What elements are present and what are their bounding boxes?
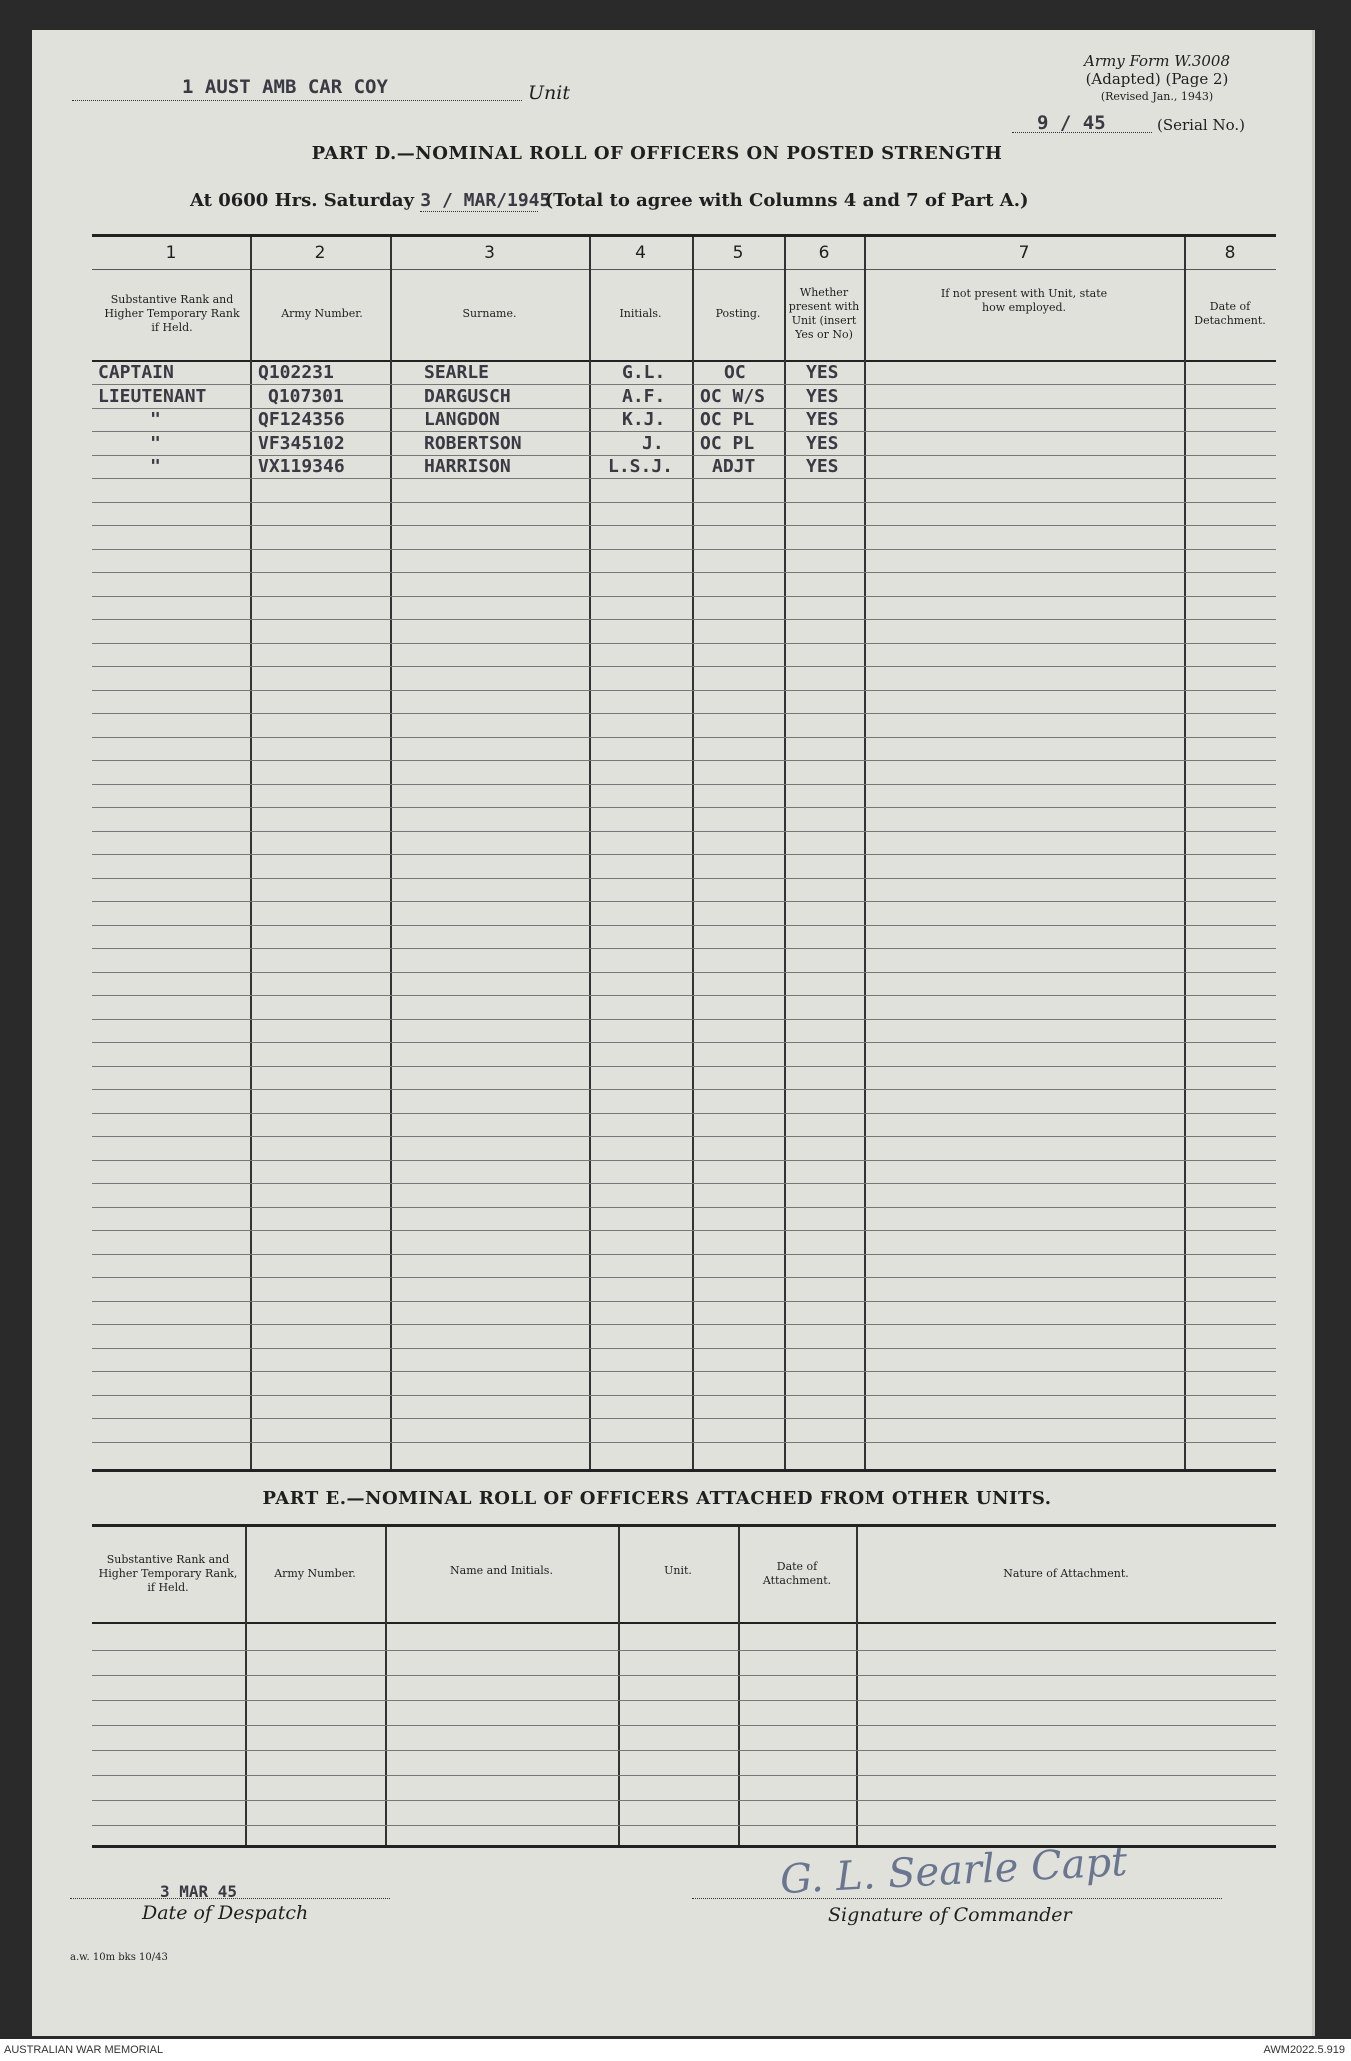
- e-col-header-attach-date: Date of Attachment.: [762, 1560, 832, 1587]
- col-header-army-number: Army Number.: [281, 307, 363, 320]
- col-divider: [784, 237, 786, 1469]
- ruled-row-line: [92, 925, 1276, 926]
- ruled-row-line: [92, 596, 1276, 597]
- commander-signature: G. L. Searle Capt: [779, 1838, 1129, 1904]
- archive-caption-bar: [0, 2039, 1351, 2061]
- unit-label: Unit: [528, 82, 570, 104]
- at-text: At 0600 Hrs. Saturday: [190, 190, 415, 211]
- row-2-number: Q107301: [268, 386, 344, 407]
- ruled-row-line: [92, 1066, 1276, 1067]
- total-text: (Total to agree with Columns 4 and 7 of Part A.): [544, 190, 1029, 211]
- row-1-posting: OC: [724, 362, 746, 383]
- serial-value: 9 / 45: [1037, 112, 1106, 134]
- row-1-rank: CAPTAIN: [98, 362, 174, 383]
- unit-underline: [72, 100, 522, 101]
- row-5-initials: L.S.J.: [608, 456, 674, 477]
- part-e-title: PART E.—NOMINAL ROLL OF OFFICERS ATTACHED FROM OTHER UNITS.: [262, 1488, 1052, 1509]
- row-3-surname: LANGDON: [424, 409, 500, 430]
- row-4-initials: J.: [642, 433, 664, 454]
- col-number-4: 4: [635, 243, 646, 263]
- part-e-header-divider: [92, 1622, 1276, 1624]
- e-col-header-unit: Unit.: [664, 1564, 692, 1577]
- e-col-header-nature: Nature of Attachment.: [1003, 1567, 1129, 1580]
- col-divider: [250, 237, 252, 1469]
- row-1-initials: G.L.: [622, 362, 666, 383]
- col-divider: [864, 237, 866, 1469]
- ruled-row-line: [92, 1395, 1276, 1396]
- at-line: [190, 190, 1029, 212]
- form-id-line1: Army Form W.3008: [1084, 52, 1230, 70]
- col-number-8: 8: [1224, 243, 1236, 263]
- part-d-title: PART D.—NOMINAL ROLL OF OFFICERS ON POSTED STRENGTH: [311, 143, 1003, 164]
- ruled-row-line: [92, 1277, 1276, 1278]
- ruled-row-line: [92, 1324, 1276, 1325]
- ruled-row-line: [92, 1348, 1276, 1349]
- row-5-rank: ": [150, 456, 161, 477]
- col-header-employed: If not present with Unit, state how employed.: [940, 287, 1108, 314]
- archive-id: AWM2022.5.919: [1263, 2044, 1345, 2056]
- row-1-surname: SEARLE: [424, 362, 490, 383]
- row-4-present: YES: [806, 433, 839, 454]
- e-col-header-rank: Substantive Rank and Higher Temporary Rank, if Held.: [98, 1553, 238, 1594]
- ruled-row-line: [92, 1650, 1276, 1651]
- col-number-3: 3: [484, 243, 495, 263]
- col-header-present: Whether present with Unit (insert Yes or No): [788, 286, 860, 341]
- ruled-row-line: [92, 384, 1276, 385]
- despatch-underline: [70, 1898, 390, 1899]
- col-header-detachment: Date of Detachment.: [1194, 300, 1266, 327]
- ruled-row-line: [92, 431, 1276, 432]
- despatch-label: Date of Despatch: [142, 1902, 309, 1924]
- ruled-row-line: [92, 408, 1276, 409]
- ruled-row-line: [92, 478, 1276, 479]
- row-4-surname: ROBERTSON: [424, 433, 522, 454]
- ruled-row-line: [92, 1418, 1276, 1419]
- col-divider: [738, 1527, 740, 1845]
- ruled-row-line: [92, 854, 1276, 855]
- col-number-2: 2: [314, 243, 326, 263]
- ruled-row-line: [92, 1700, 1276, 1701]
- row-4-number: VF345102: [258, 433, 345, 454]
- col-header-posting: Posting.: [715, 307, 761, 320]
- row-2-present: YES: [806, 386, 839, 407]
- row-4-rank: ": [150, 433, 161, 454]
- col-divider: [692, 237, 694, 1469]
- ruled-row-line: [92, 807, 1276, 808]
- ruled-row-line: [92, 1183, 1276, 1184]
- archive-source: AUSTRALIAN WAR MEMORIAL: [4, 2044, 164, 2056]
- form-page: [32, 30, 1315, 2036]
- ruled-row-line: [92, 1775, 1276, 1776]
- col-header-surname: Surname.: [462, 307, 517, 320]
- e-col-header-name: Name and Initials.: [450, 1564, 553, 1577]
- row-3-present: YES: [806, 409, 839, 430]
- ruled-row-line: [92, 549, 1276, 550]
- row-4-posting: OC PL: [700, 433, 755, 454]
- signature-label: Signature of Commander: [828, 1904, 1072, 1926]
- ruled-row-line: [92, 502, 1276, 503]
- ruled-row-line: [92, 1089, 1276, 1090]
- ruled-row-line: [92, 1301, 1276, 1302]
- ruled-row-line: [92, 1113, 1276, 1114]
- col-divider: [1184, 237, 1186, 1469]
- serial-label: (Serial No.): [1157, 116, 1245, 134]
- ruled-row-line: [92, 1230, 1276, 1231]
- row-3-posting: OC PL: [700, 409, 755, 430]
- ruled-row-line: [92, 1800, 1276, 1801]
- ruled-row-line: [92, 1160, 1276, 1161]
- ruled-row-line: [92, 1042, 1276, 1043]
- row-3-rank: ": [150, 409, 161, 430]
- ruled-row-line: [92, 1750, 1276, 1751]
- col-divider: [245, 1527, 247, 1845]
- ruled-row-line: [92, 760, 1276, 761]
- date-value: 3 / MAR/1945: [420, 190, 551, 211]
- row-2-initials: A.F.: [622, 386, 666, 407]
- row-5-posting: ADJT: [712, 456, 756, 477]
- ruled-row-line: [92, 831, 1276, 832]
- e-col-header-army-number: Army Number.: [274, 1567, 356, 1580]
- col-divider: [390, 237, 392, 1469]
- part-d-table: [92, 234, 1276, 1472]
- row-3-number: QF124356: [258, 409, 345, 430]
- row-5-number: VX119346: [258, 456, 345, 477]
- part-e-table: [92, 1524, 1276, 1848]
- unit-value: 1 AUST AMB CAR COY: [182, 76, 388, 98]
- ruled-row-line: [92, 948, 1276, 949]
- ruled-row-line: [92, 1675, 1276, 1676]
- form-id-line2: (Adapted) (Page 2): [1085, 70, 1229, 88]
- col-number-divider: [92, 269, 1276, 270]
- ruled-row-line: [92, 643, 1276, 644]
- ruled-row-line: [92, 1371, 1276, 1372]
- col-header-initials: Initials.: [619, 307, 662, 320]
- row-5-surname: HARRISON: [424, 456, 511, 477]
- ruled-row-line: [92, 1136, 1276, 1137]
- form-id-line3: (Revised Jan., 1943): [1100, 90, 1214, 103]
- row-5-present: YES: [806, 456, 839, 477]
- signature-underline: [692, 1898, 1222, 1899]
- ruled-row-line: [92, 737, 1276, 738]
- col-number-7: 7: [1018, 243, 1030, 263]
- ruled-row-line: [92, 1207, 1276, 1208]
- ruled-row-line: [92, 972, 1276, 973]
- col-number-5: 5: [732, 243, 744, 263]
- ruled-row-line: [92, 572, 1276, 573]
- row-3-initials: K.J.: [622, 409, 666, 430]
- ruled-row-line: [92, 1725, 1276, 1726]
- ruled-row-line: [92, 1254, 1276, 1255]
- ruled-row-line: [92, 690, 1276, 691]
- row-2-surname: DARGUSCH: [424, 386, 511, 407]
- printer-note: a.w. 10m bks 10/43: [70, 1952, 168, 1963]
- col-header-rank: Substantive Rank and Higher Temporary Rank if Held.: [104, 293, 240, 334]
- ruled-row-line: [92, 901, 1276, 902]
- row-1-present: YES: [806, 362, 839, 383]
- ruled-row-line: [92, 455, 1276, 456]
- ruled-row-line: [92, 525, 1276, 526]
- ruled-row-line: [92, 713, 1276, 714]
- ruled-row-line: [92, 784, 1276, 785]
- row-1-number: Q102231: [258, 362, 334, 383]
- ruled-row-line: [92, 619, 1276, 620]
- ruled-row-line: [92, 666, 1276, 667]
- ruled-row-line: [92, 995, 1276, 996]
- despatch-date-value: 3 MAR 45: [160, 1882, 238, 1901]
- ruled-row-line: [92, 1019, 1276, 1020]
- col-number-1: 1: [165, 243, 177, 263]
- row-2-rank: LIEUTENANT: [98, 386, 207, 407]
- row-2-posting: OC W/S: [700, 386, 766, 407]
- col-divider: [589, 237, 591, 1469]
- ruled-row-line: [92, 1442, 1276, 1443]
- serial-underline: [1012, 132, 1152, 133]
- ruled-row-line: [92, 878, 1276, 879]
- ruled-row-line: [92, 1825, 1276, 1826]
- col-number-6: 6: [818, 243, 830, 263]
